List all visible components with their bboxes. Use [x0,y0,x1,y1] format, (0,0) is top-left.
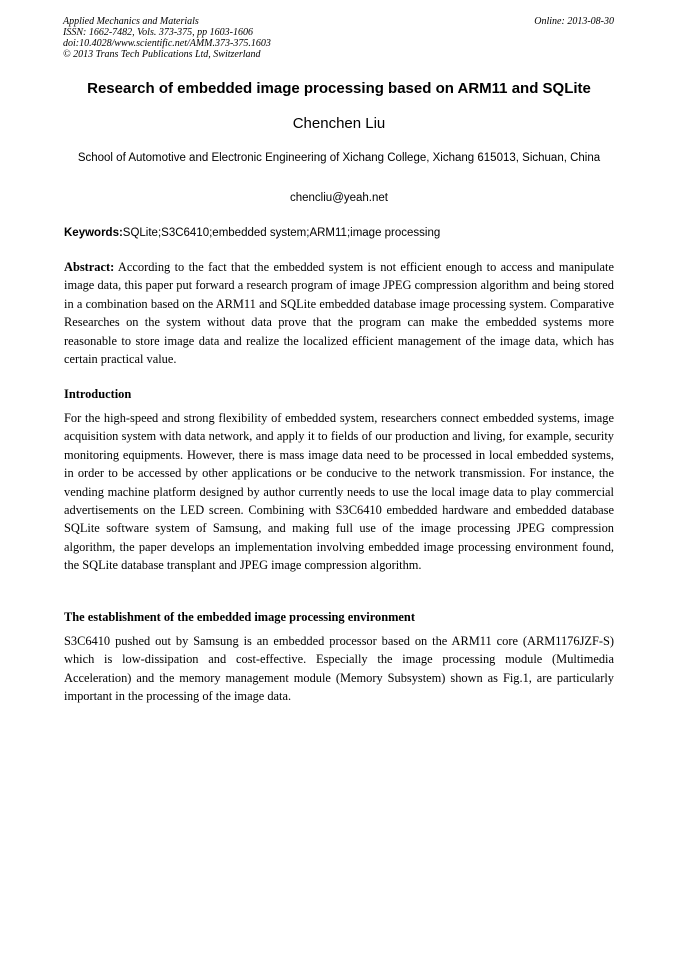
section-text-environment: S3C6410 pushed out by Samsung is an embedded processor based on the ARM11 core (ARM1176JZF-S) which is low-dissipation and cost-effective. Especially the image processing module (Multimedia Acceleration) and the memory management module (Memory Subsystem) shown as Fig.1, are particularly important in the processing of the image data. [64,634,614,704]
keywords-line [64,226,624,241]
author-email: chencliu@yeah.net [290,192,388,204]
author-name: Chenchen Liu [292,115,386,132]
section-text-introduction: For the high-speed and strong flexibility of embedded system, researchers connect embedded systems, image acquisition system with data network, and apply it to fields of our production and living, for example, security monitoring equipments. However, there is mass image data need to be processed in local embedded systems, in order to be accessed by other applications or be conducive to the network transmission. For instance, the vending machine platform designed by author currently needs to use the local image data to play commercial advertisements on the LED screen. Combining with S3C6410 embedded hardware and embedded database SQLite software system of Samsung, and making full use of the image processing JPEG compression algorithm, the paper develops an implementation involving embedded image processing environment found, the SQLite database transplant and JPEG image compression algorithm. [64,411,614,573]
abstract [64,258,614,368]
abstract-label: Abstract: [64,260,115,274]
section-heading-environment: The establishment of the embedded image processing environment [64,610,415,624]
copyright-line: © 2013 Trans Tech Publications Ltd, Switzerland [63,49,261,60]
affiliation: School of Automotive and Electronic Engineering of Xichang College, Xichang 615013, Sichuan, China [77,152,601,164]
journal-name: Applied Mechanics and Materials [63,16,199,27]
journal-info [63,16,271,60]
abstract-text: According to the fact that the embedded system is not efficient enough to access and manipulate image data, this paper put forward a research program of image JPEG compression algorithm and being stored in a combination based on the ARM11 and SQLite embedded database image processing system. Comparative Researches on the system without data prove that the program can make the embedded systems more reasonable to store image data and realize the localized efficient management of the image data, which has certain practical value. [64,260,614,367]
paper-title: Research of embedded image processing based on ARM11 and SQLite [87,80,591,97]
online-date: Online: 2013-08-30 [534,16,614,27]
keywords-list: SQLite;S3C6410;embedded system;ARM11;image processing [122,227,441,239]
section-heading-introduction: Introduction [64,387,132,401]
issn-line: ISSN: 1662-7482, Vols. 373-375, pp 1603-1606 [63,27,253,38]
doi-line: doi:10.4028/www.scientific.net/AMM.373-375.1603 [63,38,271,49]
keywords-label: Keywords: [64,227,123,239]
